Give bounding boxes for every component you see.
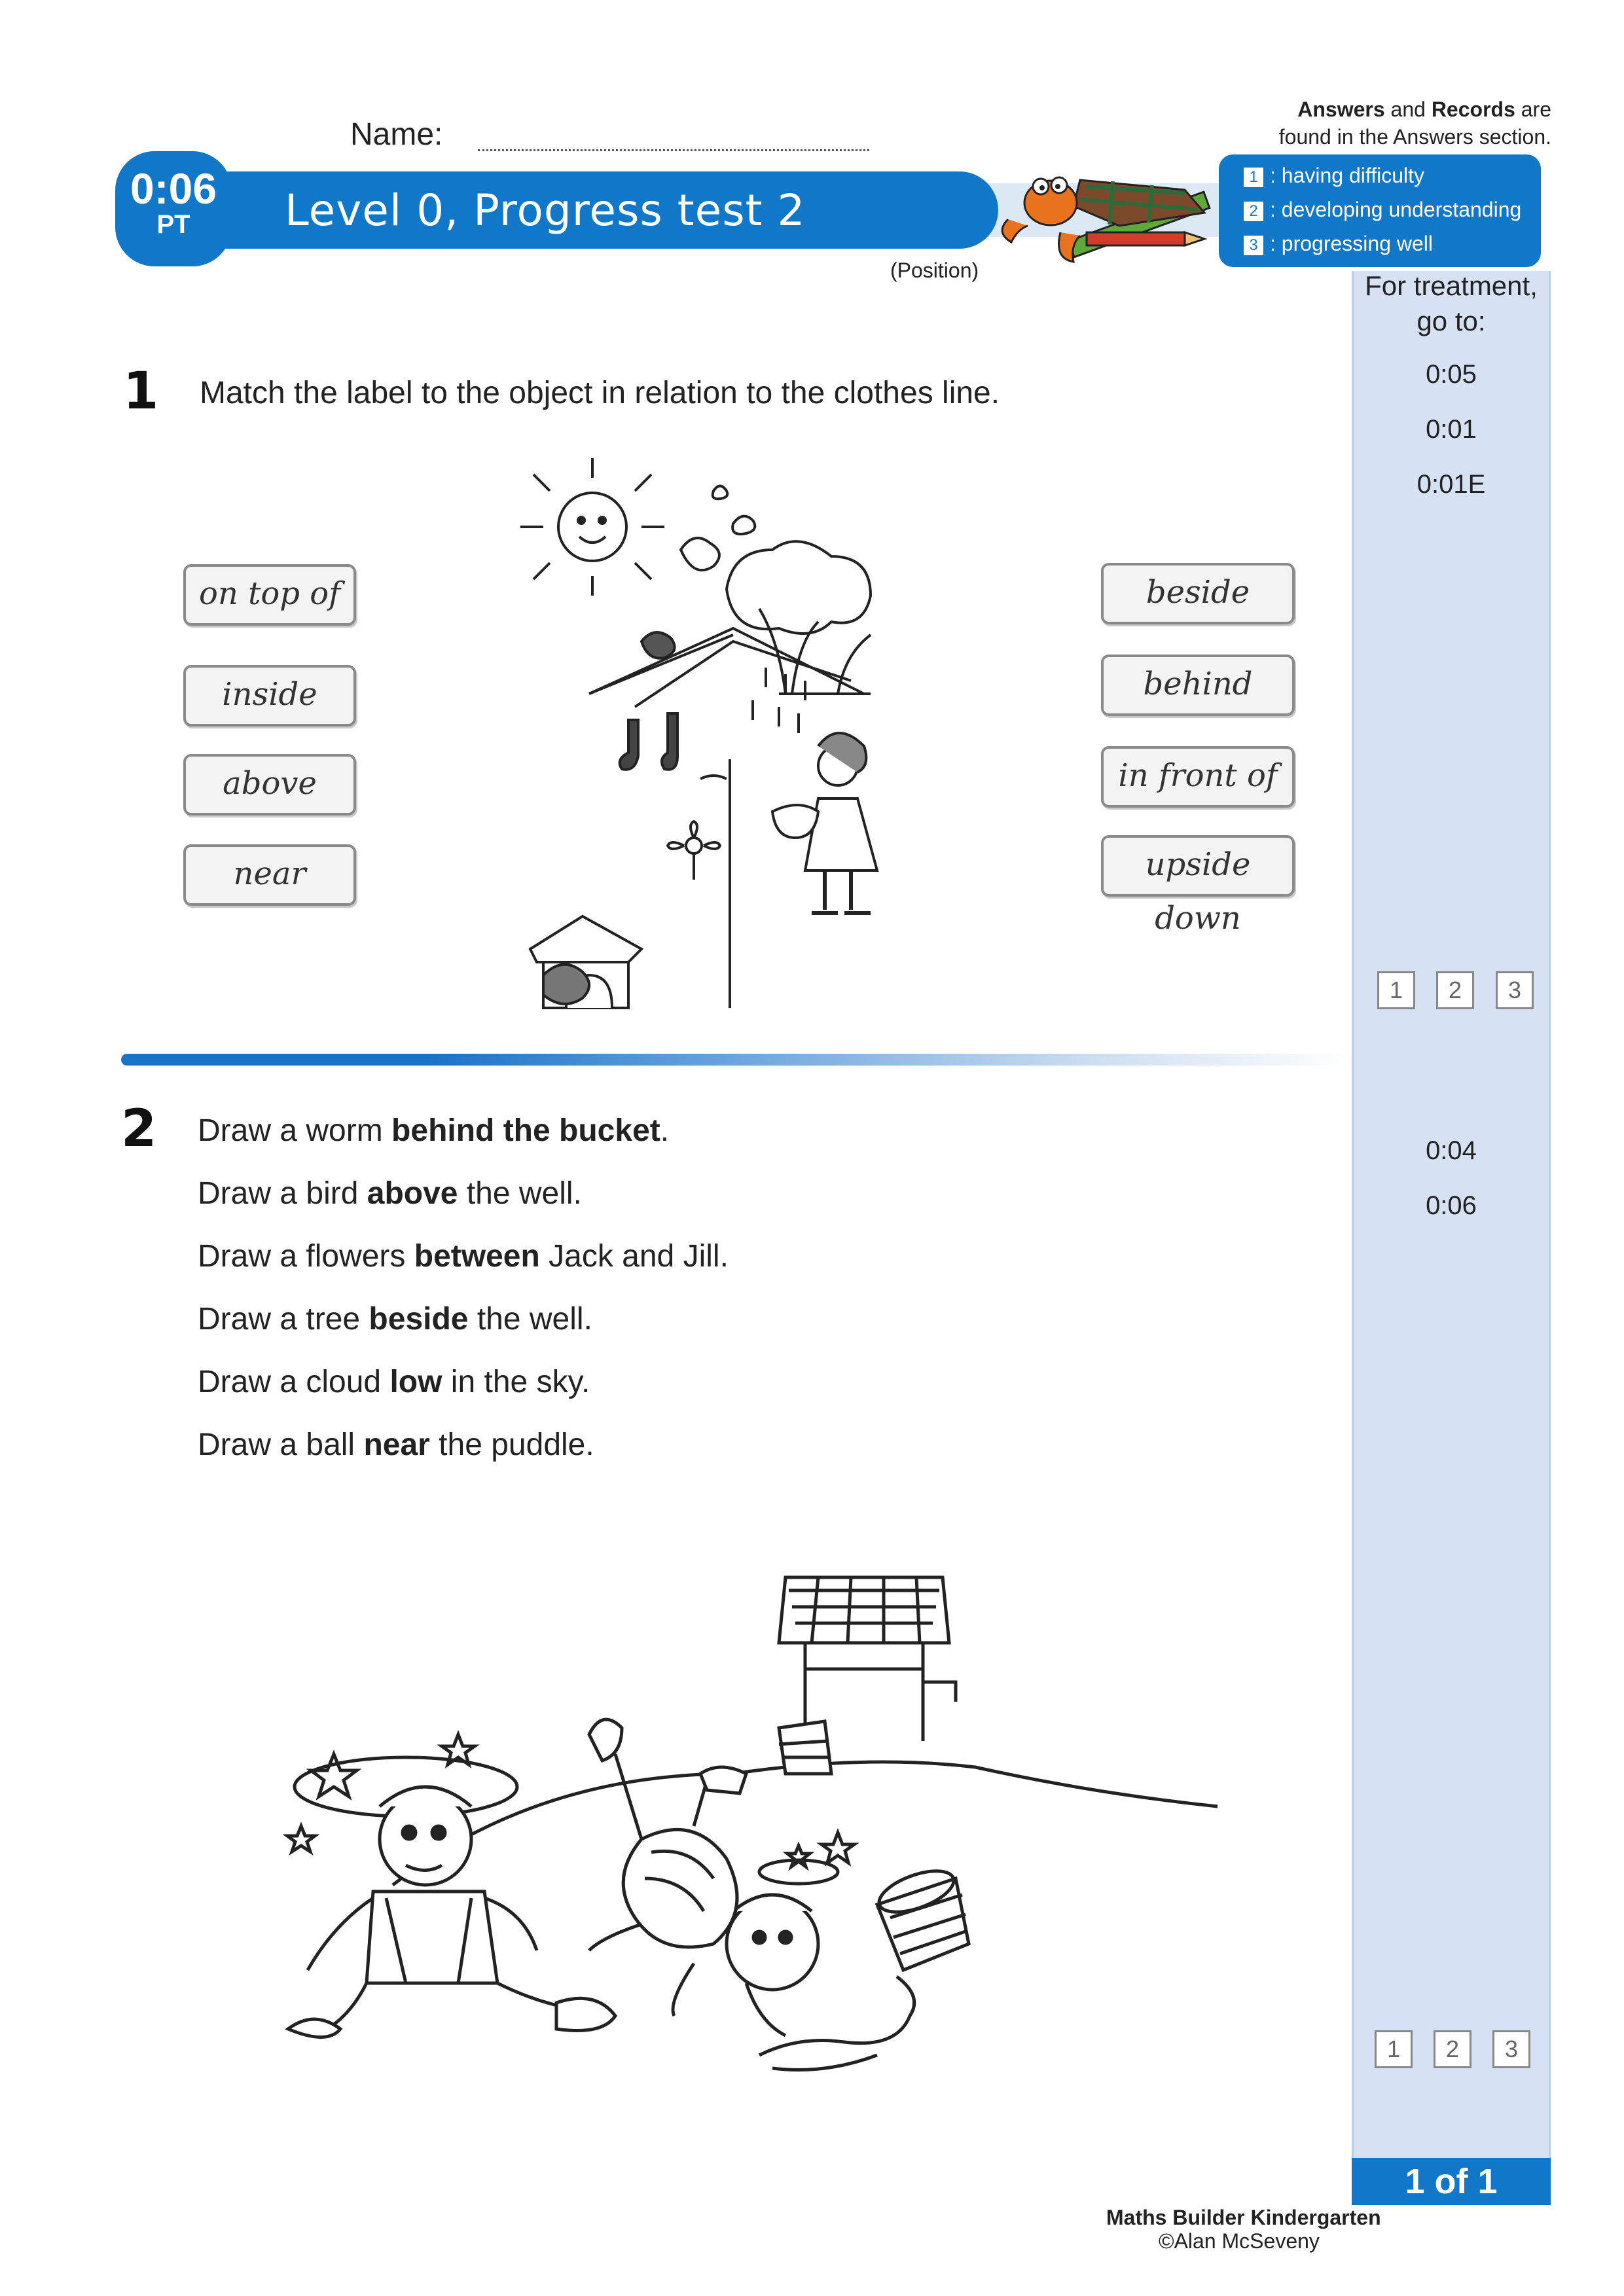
question-2-number: 2	[121, 1100, 157, 1158]
answers-line2: found in the Answers section.	[1278, 125, 1551, 149]
jack-and-jill-scene-illustration	[275, 1558, 1257, 2094]
label-in-front-of[interactable]: in front of	[1101, 746, 1295, 808]
answers-and: and	[1384, 98, 1432, 121]
instruction-pre: Draw a cloud	[198, 1365, 390, 1399]
copyright: ©Alan McSeveny	[1159, 2229, 1320, 2253]
legend-text: : developing understanding	[1270, 198, 1522, 221]
instruction-keyword: low	[389, 1365, 442, 1399]
treatment-line1: For treatment,	[1365, 270, 1538, 301]
badge-sub: PT	[156, 210, 190, 239]
records-word: Records	[1431, 98, 1515, 121]
instruction-keyword: near	[363, 1427, 430, 1462]
treatment-code: 0:05	[1426, 360, 1477, 389]
q2-rating-1-checkbox[interactable]: 1	[1375, 2030, 1413, 2068]
rating-legend	[1219, 154, 1541, 267]
instruction-line	[198, 1427, 594, 1463]
section-divider	[121, 1054, 1352, 1066]
instruction-line	[198, 1113, 669, 1149]
instruction-pre: Draw a ball	[198, 1427, 364, 1462]
instruction-line	[198, 1238, 729, 1274]
legend-text: : progressing well	[1270, 232, 1433, 255]
question-1-number: 1	[123, 362, 159, 421]
instruction-post: Jack and Jill.	[539, 1239, 729, 1274]
label-behind[interactable]: behind	[1101, 655, 1295, 716]
treatment-line2: go to:	[1416, 306, 1486, 336]
label-near[interactable]: near	[183, 844, 356, 906]
treatment-code: 0:01	[1426, 415, 1477, 444]
instruction-line	[198, 1301, 592, 1337]
name-input-line[interactable]	[478, 149, 869, 151]
page-title: Level 0, Progress test 2	[285, 185, 806, 236]
instruction-line	[198, 1364, 590, 1400]
instruction-keyword: between	[414, 1239, 540, 1274]
instruction-line	[198, 1175, 582, 1211]
label-beside[interactable]: beside	[1101, 563, 1295, 624]
legend-row-2	[1244, 195, 1521, 224]
instruction-keyword: behind the bucket	[391, 1113, 660, 1148]
page-indicator: 1 of 1	[1352, 2158, 1551, 2205]
legend-text: : having difficulty	[1270, 164, 1424, 187]
instruction-pre: Draw a flowers	[198, 1239, 414, 1274]
answers-note	[1198, 96, 1551, 151]
page-subtitle: (Position)	[890, 259, 979, 282]
instruction-keyword: above	[367, 1176, 458, 1211]
instruction-post: the puddle.	[429, 1427, 594, 1462]
question-1-text: Match the label to the object in relation to the clothes line.	[200, 376, 1000, 410]
instruction-pre: Draw a worm	[198, 1113, 392, 1148]
instruction-post: in the sky.	[442, 1365, 590, 1399]
answers-word: Answers	[1297, 98, 1385, 121]
treatment-heading	[1352, 268, 1551, 339]
instruction-post: the well.	[468, 1302, 592, 1336]
label-inside[interactable]: inside	[183, 665, 356, 726]
q2-rating-2-checkbox[interactable]: 2	[1434, 2030, 1471, 2068]
instruction-pre: Draw a tree	[198, 1302, 369, 1336]
legend-num: 2	[1244, 202, 1263, 221]
instruction-post: the well.	[458, 1176, 582, 1211]
q1-rating-3-checkbox[interactable]: 3	[1496, 971, 1534, 1009]
crab-mascot-illustration	[988, 154, 1224, 275]
legend-num: 1	[1244, 168, 1263, 187]
name-label: Name:	[350, 117, 443, 152]
legend-row-1	[1244, 161, 1424, 190]
label-above[interactable]: above	[183, 754, 356, 816]
q2-rating-3-checkbox[interactable]: 3	[1492, 2030, 1530, 2068]
q1-rating-2-checkbox[interactable]: 2	[1436, 971, 1474, 1009]
treatment-code: 0:04	[1426, 1136, 1477, 1165]
instruction-pre: Draw a bird	[198, 1176, 367, 1211]
label-upside-down[interactable]: upside down	[1101, 835, 1295, 897]
legend-row-3	[1244, 229, 1433, 258]
treatment-code: 0:06	[1426, 1191, 1477, 1220]
instruction-post: .	[660, 1113, 670, 1148]
answers-are: are	[1515, 98, 1551, 121]
label-on-top-of[interactable]: on top of	[183, 564, 356, 626]
q1-rating-1-checkbox[interactable]: 1	[1377, 971, 1415, 1009]
legend-num: 3	[1244, 236, 1263, 255]
book-title: Maths Builder Kindergarten	[1106, 2206, 1381, 2229]
test-code-badge	[115, 151, 232, 266]
badge-code: 0:06	[130, 164, 217, 213]
treatment-code: 0:01E	[1416, 470, 1486, 499]
instruction-keyword: beside	[369, 1302, 469, 1336]
clothesline-scene-illustration	[452, 445, 975, 1014]
